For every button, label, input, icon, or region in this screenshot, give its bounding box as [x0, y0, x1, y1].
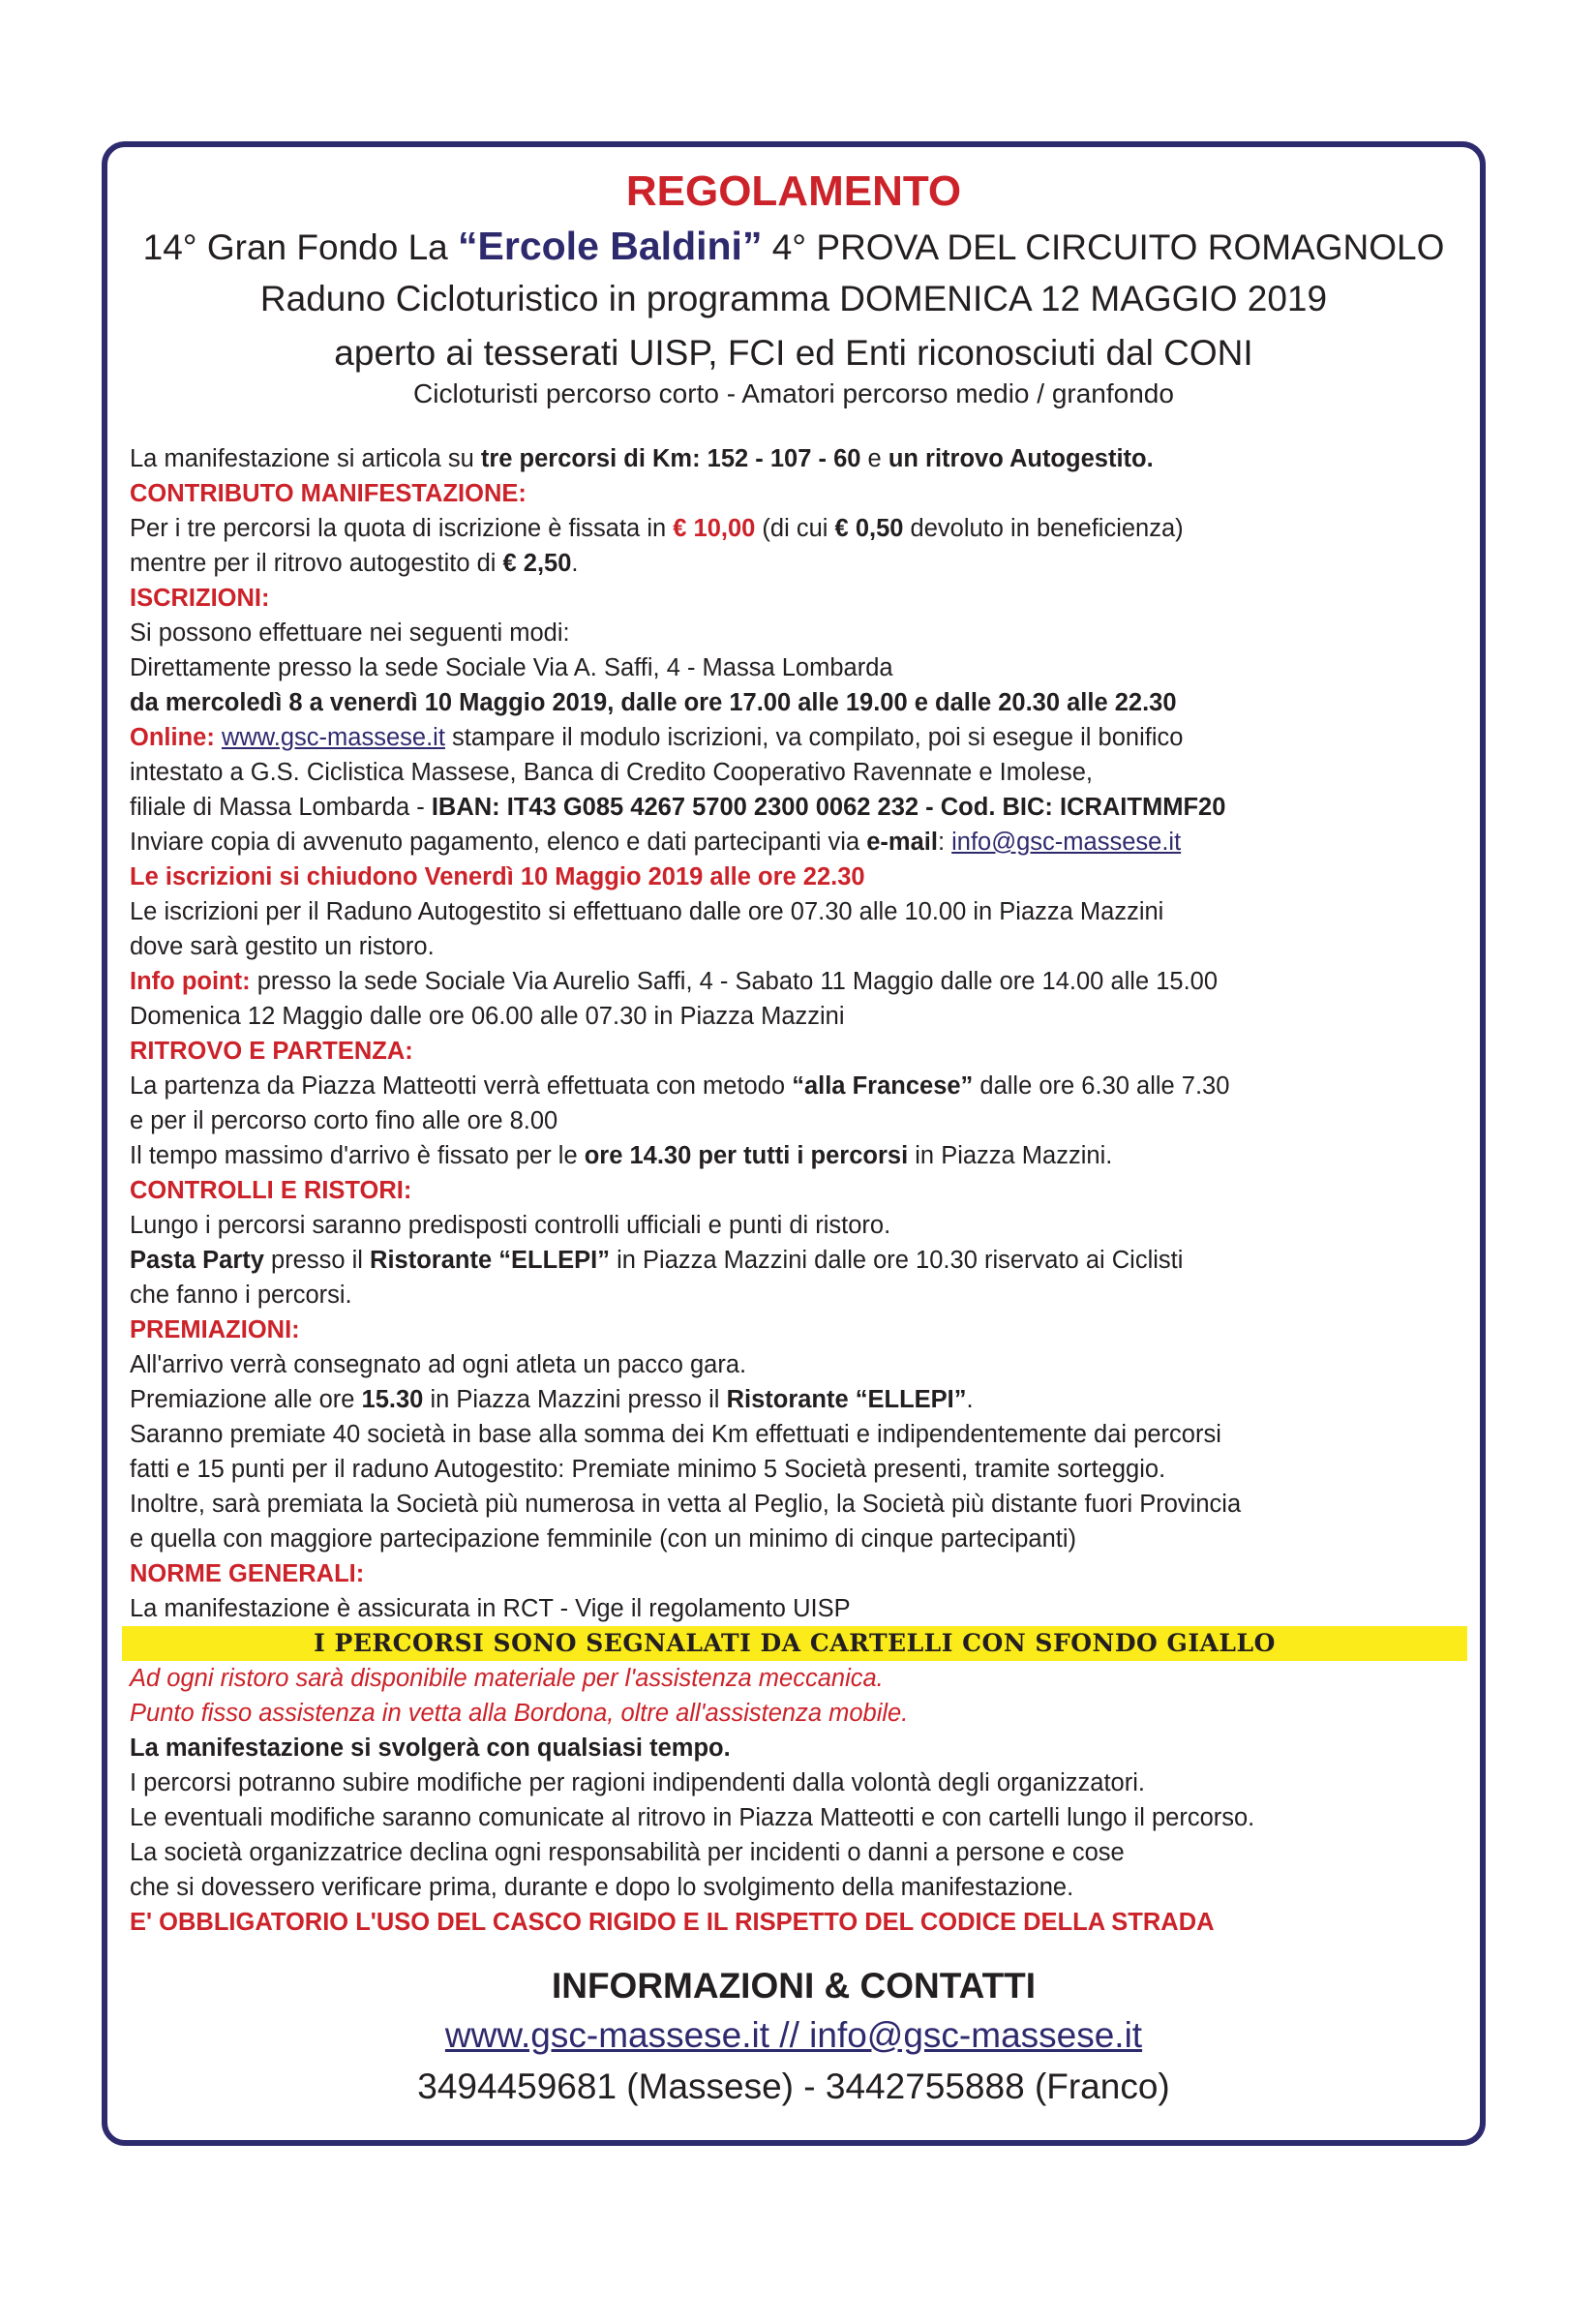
max-time: ore 14.30 per tutti i percorsi [584, 1142, 909, 1169]
text: Inviare copia di avvenuto pagamento, elenco e dati partecipanti via [130, 829, 867, 856]
premiazioni-line: Inoltre, sarà premiata la Società più numerosa in vetta al Peglio, la Società più distante fuori Provincia [130, 1491, 1242, 1518]
text: . [571, 550, 579, 577]
pasta-party: Pasta Party [130, 1247, 264, 1274]
iscrizioni-line: dove sarà gestito un ristoro. [130, 933, 435, 960]
ritrovo-line [130, 1069, 1475, 1103]
text: . [966, 1386, 974, 1413]
event-name: “Ercole Baldini” [458, 224, 763, 268]
premiazioni-line [130, 1382, 1475, 1417]
iscrizioni-line: intestato a G.S. Ciclistica Massese, Banca di Credito Cooperativo Ravennate e Imolese, [130, 759, 1093, 786]
text: in Piazza Mazzini presso il [423, 1386, 727, 1413]
yellow-signage-banner: I PERCORSI SONO SEGNALATI DA CARTELLI CON SFONDO GIALLO [122, 1626, 1467, 1661]
iscrizioni-online-line [130, 720, 1475, 755]
contacts-phones: 3494459681 (Massese) - 3442755888 (Franco) [417, 2067, 1170, 2106]
fee-autogestito: € 2,50 [502, 550, 572, 577]
text: La partenza da Piazza Matteotti verrà effettuata con metodo [130, 1072, 793, 1100]
assistance-note: Ad ogni ristoro sarà disponibile materiale per l'assistenza meccanica. [130, 1665, 884, 1692]
weather-note: La manifestazione si svolgerà con qualsiasi tempo. [130, 1735, 731, 1762]
text: Per i tre percorsi la quota di iscrizione è fissata in [130, 515, 674, 542]
section-heading-iscrizioni: ISCRIZIONI: [130, 585, 270, 612]
text: presso il [263, 1247, 371, 1274]
premiazioni-line: Saranno premiate 40 società in base alla somma dei Km effettuati e indipendentemente dai percorsi [130, 1421, 1221, 1448]
controlli-line: Lungo i percorsi saranno predisposti controlli ufficiali e punti di ristoro. [130, 1212, 891, 1239]
iban-line [130, 790, 1475, 825]
norme-line: I percorsi potranno subire modifiche per ragioni indipendenti dalla volontà degli organizzatori. [130, 1769, 1145, 1796]
text: : [937, 829, 952, 856]
section-heading-contributo: CONTRIBUTO MANIFESTAZIONE: [130, 480, 527, 507]
intro-text: e [860, 445, 888, 472]
fee-charity: € 0,50 [834, 515, 904, 542]
norme-line: La società organizzatrice declina ogni responsabilità per incidenti o danni a persone e cose [130, 1839, 1125, 1866]
iscrizioni-line: Direttamente presso la sede Sociale Via A. Saffi, 4 - Massa Lombarda [130, 654, 893, 681]
section-heading-controlli: CONTROLLI E RISTORI: [130, 1177, 412, 1204]
text: (di cui [755, 515, 835, 542]
ritrovo-line: e per il percorso corto fino alle ore 8.00 [130, 1107, 558, 1134]
iscrizioni-line: Si possono effettuare nei seguenti modi: [130, 619, 570, 647]
section-heading-ritrovo: RITROVO E PARTENZA: [130, 1038, 413, 1065]
start-method: “alla Francese” [792, 1072, 974, 1100]
intro-routes: tre percorsi di Km: 152 - 107 - 60 [480, 445, 861, 472]
helmet-warning: E' OBBLIGATORIO L'USO DEL CASCO RIGIDO E IL RISPETTO DEL CODICE DELLA STRADA [130, 1909, 1215, 1936]
email-link[interactable]: info@gsc-massese.it [951, 829, 1182, 856]
controlli-line: che fanno i percorsi. [130, 1282, 352, 1309]
premiazioni-line: e quella con maggiore partecipazione femminile (con un minimo di cinque partecipanti) [130, 1525, 1077, 1553]
award-time: 15.30 [361, 1386, 424, 1413]
subtitle-prefix: 14° Gran Fondo La [142, 227, 459, 267]
ritrovo-line [130, 1138, 1475, 1173]
iscrizioni-schedule: da mercoledì 8 a venerdì 10 Maggio 2019, dalle ore 17.00 alle 19.00 e dalle 20.30 alle 22.30 [130, 689, 1177, 716]
intro-text: La manifestazione si articola su [130, 445, 481, 472]
email-line [130, 825, 1475, 860]
section-heading-norme: NORME GENERALI: [130, 1560, 365, 1587]
eligibility-line: aperto ai tesserati UISP, FCI ed Enti riconosciuti dal CONI [334, 333, 1253, 373]
section-heading-premiazioni: PREMIAZIONI: [130, 1316, 300, 1343]
iscrizioni-line: Le iscrizioni per il Raduno Autogestito si effettuano dalle ore 07.30 alle 10.00 in Piazza Mazzini [130, 898, 1164, 925]
deadline-line: Le iscrizioni si chiudono Venerdì 10 Maggio 2019 alle ore 22.30 [130, 863, 865, 890]
intro-autogestito: un ritrovo Autogestito. [888, 445, 1154, 472]
restaurant-name: Ristorante “ELLEPI” [370, 1247, 610, 1274]
text: stampare il modulo iscrizioni, va compilato, poi si esegue il bonifico [444, 724, 1184, 751]
norme-line: Le eventuali modifiche saranno comunicate al ritrovo in Piazza Matteotti e con cartelli lungo il percorso. [130, 1804, 1255, 1831]
text: filiale di Massa Lombarda - [130, 794, 432, 821]
norme-line: che si dovessero verificare prima, durante e dopo lo svolgimento della manifestazione. [130, 1874, 1074, 1901]
contributo-line [130, 546, 1475, 581]
online-label: Online: [130, 724, 215, 751]
text: mentre per il ritrovo autogestito di [130, 550, 503, 577]
text: in Piazza Mazzini dalle ore 10.30 riservato ai Ciclisti [610, 1247, 1184, 1274]
fee-main: € 10,00 [673, 515, 756, 542]
categories-line: Cicloturisti percorso corto - Amatori percorso medio / granfondo [413, 378, 1174, 408]
info-point-label: Info point: [130, 968, 251, 995]
controlli-line [130, 1243, 1475, 1278]
text: presso la sede Sociale Via Aurelio Saffi, 4 - Sabato 11 Maggio dalle ore 14.00 alle 15.00 [250, 968, 1219, 995]
contacts-web-link[interactable]: www.gsc-massese.it // info@gsc-massese.it [444, 2015, 1143, 2055]
contributo-line [130, 511, 1475, 546]
info-point-line [130, 964, 1475, 999]
premiazioni-line: All'arrivo verrà consegnato ad ogni atleta un pacco gara. [130, 1351, 747, 1378]
iban-code: IBAN: IT43 G085 4267 5700 2300 0062 232 - Cod. BIC: ICRAITMMF20 [431, 794, 1226, 821]
norme-line: La manifestazione è assicurata in RCT - Vige il regolamento UISP [130, 1595, 851, 1622]
text: Il tempo massimo d'arrivo è fissato per le [130, 1142, 585, 1169]
page-title: REGOLAMENTO [625, 167, 962, 215]
text: devoluto in beneficienza) [903, 515, 1184, 542]
text: Premiazione alle ore [130, 1386, 362, 1413]
intro-line [130, 441, 1475, 476]
subtitle-suffix: 4° PROVA DEL CIRCUITO ROMAGNOLO [762, 227, 1445, 267]
email-label: e-mail [866, 829, 938, 856]
restaurant-name: Ristorante “ELLEPI” [726, 1386, 967, 1413]
event-date-line: Raduno Cicloturistico in programma DOMENICA 12 MAGGIO 2019 [259, 279, 1328, 318]
rules-body [130, 441, 1475, 1940]
website-link[interactable]: www.gsc-massese.it [221, 724, 445, 751]
text: dalle ore 6.30 alle 7.30 [973, 1072, 1230, 1100]
premiazioni-line: fatti e 15 punti per il raduno Autogestito: Premiate minimo 5 Società presenti, tramite sorteggio. [130, 1456, 1166, 1483]
contacts-title: INFORMAZIONI & CONTATTI [551, 1966, 1037, 2006]
assistance-note: Punto fisso assistenza in vetta alla Bordona, oltre all'assistenza mobile. [130, 1700, 909, 1727]
text: in Piazza Mazzini. [908, 1142, 1113, 1169]
iscrizioni-line: Domenica 12 Maggio dalle ore 06.00 alle 07.30 in Piazza Mazzini [130, 1003, 845, 1030]
event-subtitle [102, 226, 1486, 266]
